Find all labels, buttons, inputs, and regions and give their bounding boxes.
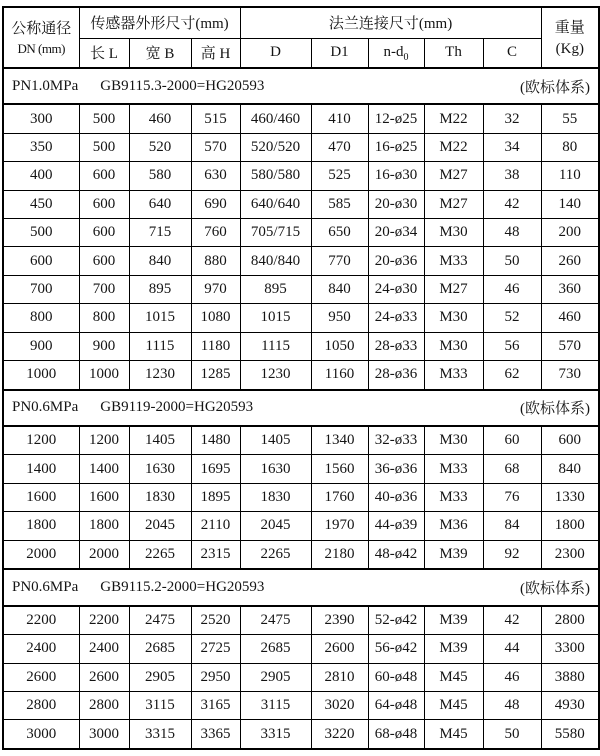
cell-length-l: 600 bbox=[79, 190, 129, 218]
cell-weight: 360 bbox=[541, 275, 599, 303]
cell-width-b: 1230 bbox=[129, 360, 191, 389]
cell-dn: 600 bbox=[3, 247, 79, 275]
cell-height-h: 1285 bbox=[191, 360, 240, 389]
cell-n-d0: 24-ø30 bbox=[368, 275, 424, 303]
cell-length-l: 600 bbox=[79, 219, 129, 247]
cell-dn: 700 bbox=[3, 275, 79, 303]
col-header-d: D bbox=[240, 38, 311, 68]
cell-length-l: 3000 bbox=[79, 720, 129, 749]
cell-length-l: 1800 bbox=[79, 512, 129, 540]
col-header-length: 长 L bbox=[79, 38, 129, 68]
cell-length-l: 1400 bbox=[79, 455, 129, 483]
cell-width-b: 2045 bbox=[129, 512, 191, 540]
cell-n-d0: 28-ø33 bbox=[368, 332, 424, 360]
cell-width-b: 2905 bbox=[129, 663, 191, 691]
cell-width-b: 1405 bbox=[129, 426, 191, 455]
cell-width-b: 715 bbox=[129, 219, 191, 247]
cell-height-h: 2315 bbox=[191, 540, 240, 569]
cell-dn: 400 bbox=[3, 162, 79, 190]
section-header-cell bbox=[3, 569, 599, 605]
cell-d1: 1760 bbox=[311, 483, 368, 511]
cell-height-h: 1480 bbox=[191, 426, 240, 455]
table-body bbox=[3, 68, 599, 749]
cell-length-l: 1000 bbox=[79, 360, 129, 389]
cell-weight: 570 bbox=[541, 332, 599, 360]
col-header-width: 宽 B bbox=[129, 38, 191, 68]
section-header-row bbox=[3, 569, 599, 605]
cell-d1: 1560 bbox=[311, 455, 368, 483]
cell-weight: 110 bbox=[541, 162, 599, 190]
header-row-groups bbox=[3, 7, 599, 38]
cell-height-h: 880 bbox=[191, 247, 240, 275]
cell-c: 56 bbox=[483, 332, 541, 360]
cell-d1: 470 bbox=[311, 133, 368, 161]
cell-length-l: 2000 bbox=[79, 540, 129, 569]
cell-d: 2475 bbox=[240, 606, 311, 635]
cell-width-b: 3315 bbox=[129, 720, 191, 749]
cell-th: M45 bbox=[424, 691, 483, 719]
cell-weight: 600 bbox=[541, 426, 599, 455]
col-header-d1: D1 bbox=[311, 38, 368, 68]
cell-d1: 1160 bbox=[311, 360, 368, 389]
cell-weight: 3880 bbox=[541, 663, 599, 691]
cell-c: 84 bbox=[483, 512, 541, 540]
standard-system-note: (欧标体系) bbox=[520, 580, 591, 597]
cell-d: 2265 bbox=[240, 540, 311, 569]
cell-n-d0: 16-ø25 bbox=[368, 133, 424, 161]
cell-width-b: 895 bbox=[129, 275, 191, 303]
cell-dn: 3000 bbox=[3, 720, 79, 749]
cell-c: 60 bbox=[483, 426, 541, 455]
cell-dn: 800 bbox=[3, 304, 79, 332]
cell-c: 62 bbox=[483, 360, 541, 389]
cell-width-b: 460 bbox=[129, 104, 191, 133]
cell-d: 1630 bbox=[240, 455, 311, 483]
spec-row-dn-1000 bbox=[3, 360, 599, 389]
cell-width-b: 2475 bbox=[129, 606, 191, 635]
cell-th: M33 bbox=[424, 247, 483, 275]
dn-unit-label: DN (mm) bbox=[17, 40, 65, 56]
cell-n-d0: 20-ø34 bbox=[368, 219, 424, 247]
cell-d1: 840 bbox=[311, 275, 368, 303]
weight-unit-label: (Kg) bbox=[555, 40, 584, 57]
cell-n-d0: 32-ø33 bbox=[368, 426, 424, 455]
cell-height-h: 970 bbox=[191, 275, 240, 303]
col-header-nd0 bbox=[368, 38, 424, 68]
standard-code-label: GB9115.3-2000=HG20593 bbox=[100, 77, 265, 94]
cell-height-h: 690 bbox=[191, 190, 240, 218]
cell-d: 1115 bbox=[240, 332, 311, 360]
cell-c: 52 bbox=[483, 304, 541, 332]
cell-c: 46 bbox=[483, 275, 541, 303]
cell-d1: 3020 bbox=[311, 691, 368, 719]
cell-width-b: 520 bbox=[129, 133, 191, 161]
cell-weight: 140 bbox=[541, 190, 599, 218]
cell-length-l: 800 bbox=[79, 304, 129, 332]
cell-d1: 1970 bbox=[311, 512, 368, 540]
cell-height-h: 2520 bbox=[191, 606, 240, 635]
cell-th: M36 bbox=[424, 512, 483, 540]
cell-d1: 2180 bbox=[311, 540, 368, 569]
spec-row-dn-2800 bbox=[3, 691, 599, 719]
cell-height-h: 1695 bbox=[191, 455, 240, 483]
cell-length-l: 2200 bbox=[79, 606, 129, 635]
nd0-main-label: n-d bbox=[383, 44, 404, 61]
cell-weight: 1800 bbox=[541, 512, 599, 540]
cell-d: 1015 bbox=[240, 304, 311, 332]
cell-length-l: 900 bbox=[79, 332, 129, 360]
nd0-subscript-label: 0 bbox=[403, 52, 409, 64]
cell-height-h: 630 bbox=[191, 162, 240, 190]
cell-d1: 650 bbox=[311, 219, 368, 247]
cell-weight: 460 bbox=[541, 304, 599, 332]
cell-d: 1405 bbox=[240, 426, 311, 455]
cell-c: 44 bbox=[483, 635, 541, 663]
cell-d1: 525 bbox=[311, 162, 368, 190]
cell-width-b: 2265 bbox=[129, 540, 191, 569]
spec-row-dn-2000 bbox=[3, 540, 599, 569]
cell-width-b: 1630 bbox=[129, 455, 191, 483]
cell-c: 48 bbox=[483, 691, 541, 719]
cell-th: M30 bbox=[424, 219, 483, 247]
cell-th: M27 bbox=[424, 162, 483, 190]
cell-dn: 1000 bbox=[3, 360, 79, 389]
cell-d1: 585 bbox=[311, 190, 368, 218]
spec-row-dn-1800 bbox=[3, 512, 599, 540]
cell-width-b: 2685 bbox=[129, 635, 191, 663]
cell-c: 46 bbox=[483, 663, 541, 691]
spec-row-dn-350 bbox=[3, 133, 599, 161]
cell-n-d0: 56-ø42 bbox=[368, 635, 424, 663]
spec-row-dn-600 bbox=[3, 247, 599, 275]
cell-d: 2685 bbox=[240, 635, 311, 663]
cell-n-d0: 12-ø25 bbox=[368, 104, 424, 133]
cell-width-b: 840 bbox=[129, 247, 191, 275]
section-header-cell bbox=[3, 68, 599, 104]
cell-n-d0: 52-ø42 bbox=[368, 606, 424, 635]
spec-row-dn-3000 bbox=[3, 720, 599, 749]
col-header-th: Th bbox=[424, 38, 483, 68]
cell-length-l: 700 bbox=[79, 275, 129, 303]
col-header-dn bbox=[3, 7, 79, 68]
col-header-weight bbox=[541, 7, 599, 68]
spec-row-dn-700 bbox=[3, 275, 599, 303]
cell-height-h: 1895 bbox=[191, 483, 240, 511]
cell-width-b: 3115 bbox=[129, 691, 191, 719]
cell-weight: 55 bbox=[541, 104, 599, 133]
cell-length-l: 2400 bbox=[79, 635, 129, 663]
cell-weight: 5580 bbox=[541, 720, 599, 749]
cell-width-b: 640 bbox=[129, 190, 191, 218]
cell-height-h: 1180 bbox=[191, 332, 240, 360]
cell-n-d0: 68-ø48 bbox=[368, 720, 424, 749]
cell-dn: 2000 bbox=[3, 540, 79, 569]
cell-th: M39 bbox=[424, 635, 483, 663]
cell-c: 76 bbox=[483, 483, 541, 511]
cell-dn: 500 bbox=[3, 219, 79, 247]
cell-height-h: 570 bbox=[191, 133, 240, 161]
cell-n-d0: 60-ø48 bbox=[368, 663, 424, 691]
standard-code-label: GB9115.2-2000=HG20593 bbox=[100, 578, 265, 595]
cell-dn: 1200 bbox=[3, 426, 79, 455]
flange-dimension-table bbox=[2, 6, 600, 750]
cell-c: 38 bbox=[483, 162, 541, 190]
cell-n-d0: 16-ø30 bbox=[368, 162, 424, 190]
cell-dn: 2200 bbox=[3, 606, 79, 635]
spec-row-dn-450 bbox=[3, 190, 599, 218]
cell-weight: 840 bbox=[541, 455, 599, 483]
cell-dn: 1600 bbox=[3, 483, 79, 511]
cell-n-d0: 20-ø36 bbox=[368, 247, 424, 275]
cell-n-d0: 28-ø36 bbox=[368, 360, 424, 389]
cell-c: 32 bbox=[483, 104, 541, 133]
cell-th: M39 bbox=[424, 606, 483, 635]
cell-th: M30 bbox=[424, 426, 483, 455]
col-header-height: 高 H bbox=[191, 38, 240, 68]
cell-d: 3315 bbox=[240, 720, 311, 749]
cell-length-l: 500 bbox=[79, 104, 129, 133]
spec-row-dn-500 bbox=[3, 219, 599, 247]
cell-dn: 350 bbox=[3, 133, 79, 161]
cell-d1: 950 bbox=[311, 304, 368, 332]
cell-d1: 2600 bbox=[311, 635, 368, 663]
cell-dn: 2600 bbox=[3, 663, 79, 691]
cell-c: 34 bbox=[483, 133, 541, 161]
cell-th: M45 bbox=[424, 663, 483, 691]
cell-length-l: 600 bbox=[79, 247, 129, 275]
cell-length-l: 1600 bbox=[79, 483, 129, 511]
weight-title-label: 重量 bbox=[554, 20, 585, 37]
cell-th: M33 bbox=[424, 483, 483, 511]
cell-d1: 410 bbox=[311, 104, 368, 133]
cell-n-d0: 40-ø36 bbox=[368, 483, 424, 511]
spec-row-dn-1400 bbox=[3, 455, 599, 483]
cell-c: 92 bbox=[483, 540, 541, 569]
cell-d: 840/840 bbox=[240, 247, 311, 275]
spec-row-dn-1600 bbox=[3, 483, 599, 511]
cell-length-l: 1200 bbox=[79, 426, 129, 455]
cell-dn: 1800 bbox=[3, 512, 79, 540]
cell-d: 520/520 bbox=[240, 133, 311, 161]
cell-th: M30 bbox=[424, 304, 483, 332]
cell-c: 68 bbox=[483, 455, 541, 483]
cell-th: M33 bbox=[424, 360, 483, 389]
cell-height-h: 2110 bbox=[191, 512, 240, 540]
cell-weight: 730 bbox=[541, 360, 599, 389]
cell-th: M33 bbox=[424, 455, 483, 483]
cell-weight: 200 bbox=[541, 219, 599, 247]
col-header-c: C bbox=[483, 38, 541, 68]
cell-height-h: 2950 bbox=[191, 663, 240, 691]
cell-height-h: 3365 bbox=[191, 720, 240, 749]
cell-dn: 900 bbox=[3, 332, 79, 360]
cell-th: M22 bbox=[424, 104, 483, 133]
spec-row-dn-300 bbox=[3, 104, 599, 133]
cell-dn: 300 bbox=[3, 104, 79, 133]
cell-n-d0: 44-ø39 bbox=[368, 512, 424, 540]
cell-d: 895 bbox=[240, 275, 311, 303]
cell-th: M45 bbox=[424, 720, 483, 749]
cell-n-d0: 36-ø36 bbox=[368, 455, 424, 483]
cell-length-l: 600 bbox=[79, 162, 129, 190]
pressure-rating-label: PN0.6MPa bbox=[12, 578, 79, 595]
cell-dn: 2800 bbox=[3, 691, 79, 719]
cell-d: 580/580 bbox=[240, 162, 311, 190]
cell-c: 50 bbox=[483, 247, 541, 275]
col-group-sensor-dimensions: 传感器外形尺寸(mm) bbox=[79, 7, 240, 38]
pressure-rating-label: PN0.6MPa bbox=[12, 399, 79, 416]
cell-d: 2905 bbox=[240, 663, 311, 691]
cell-d1: 2810 bbox=[311, 663, 368, 691]
col-group-flange-dimensions: 法兰连接尺寸(mm) bbox=[240, 7, 541, 38]
cell-c: 50 bbox=[483, 720, 541, 749]
cell-weight: 1330 bbox=[541, 483, 599, 511]
cell-weight: 2300 bbox=[541, 540, 599, 569]
section-header-cell bbox=[3, 390, 599, 426]
spec-row-dn-900 bbox=[3, 332, 599, 360]
spec-row-dn-2600 bbox=[3, 663, 599, 691]
cell-d1: 2390 bbox=[311, 606, 368, 635]
cell-d: 1830 bbox=[240, 483, 311, 511]
cell-c: 42 bbox=[483, 190, 541, 218]
header-row-subcolumns bbox=[3, 38, 599, 68]
cell-height-h: 3165 bbox=[191, 691, 240, 719]
cell-weight: 4930 bbox=[541, 691, 599, 719]
spec-row-dn-2200 bbox=[3, 606, 599, 635]
cell-c: 48 bbox=[483, 219, 541, 247]
cell-th: M22 bbox=[424, 133, 483, 161]
cell-dn: 1400 bbox=[3, 455, 79, 483]
cell-d1: 1050 bbox=[311, 332, 368, 360]
spec-row-dn-1200 bbox=[3, 426, 599, 455]
cell-c: 42 bbox=[483, 606, 541, 635]
spec-row-dn-800 bbox=[3, 304, 599, 332]
cell-th: M30 bbox=[424, 332, 483, 360]
cell-n-d0: 64-ø48 bbox=[368, 691, 424, 719]
cell-dn: 2400 bbox=[3, 635, 79, 663]
cell-n-d0: 24-ø33 bbox=[368, 304, 424, 332]
standard-code-label: GB9119-2000=HG20593 bbox=[100, 399, 254, 416]
cell-d: 640/640 bbox=[240, 190, 311, 218]
cell-dn: 450 bbox=[3, 190, 79, 218]
standard-system-note: (欧标体系) bbox=[520, 401, 591, 418]
cell-length-l: 2800 bbox=[79, 691, 129, 719]
section-header-row bbox=[3, 390, 599, 426]
cell-n-d0: 20-ø30 bbox=[368, 190, 424, 218]
cell-weight: 3300 bbox=[541, 635, 599, 663]
cell-d: 3115 bbox=[240, 691, 311, 719]
cell-th: M27 bbox=[424, 275, 483, 303]
cell-height-h: 1080 bbox=[191, 304, 240, 332]
cell-d: 705/715 bbox=[240, 219, 311, 247]
cell-length-l: 500 bbox=[79, 133, 129, 161]
cell-d1: 770 bbox=[311, 247, 368, 275]
cell-width-b: 1115 bbox=[129, 332, 191, 360]
cell-th: M39 bbox=[424, 540, 483, 569]
cell-weight: 260 bbox=[541, 247, 599, 275]
spec-row-dn-2400 bbox=[3, 635, 599, 663]
cell-height-h: 760 bbox=[191, 219, 240, 247]
cell-n-d0: 48-ø42 bbox=[368, 540, 424, 569]
cell-d: 460/460 bbox=[240, 104, 311, 133]
pressure-rating-label: PN1.0MPa bbox=[12, 77, 79, 94]
standard-system-note: (欧标体系) bbox=[520, 79, 591, 96]
cell-d: 1230 bbox=[240, 360, 311, 389]
cell-d1: 1340 bbox=[311, 426, 368, 455]
dn-title-label: 公称通径 bbox=[11, 21, 72, 38]
cell-height-h: 2725 bbox=[191, 635, 240, 663]
cell-length-l: 2600 bbox=[79, 663, 129, 691]
section-header-row bbox=[3, 68, 599, 104]
cell-d: 2045 bbox=[240, 512, 311, 540]
cell-weight: 2800 bbox=[541, 606, 599, 635]
table-header bbox=[3, 7, 599, 68]
cell-width-b: 580 bbox=[129, 162, 191, 190]
cell-width-b: 1015 bbox=[129, 304, 191, 332]
spec-row-dn-400 bbox=[3, 162, 599, 190]
cell-d1: 3220 bbox=[311, 720, 368, 749]
cell-height-h: 515 bbox=[191, 104, 240, 133]
cell-width-b: 1830 bbox=[129, 483, 191, 511]
cell-weight: 80 bbox=[541, 133, 599, 161]
cell-th: M27 bbox=[424, 190, 483, 218]
